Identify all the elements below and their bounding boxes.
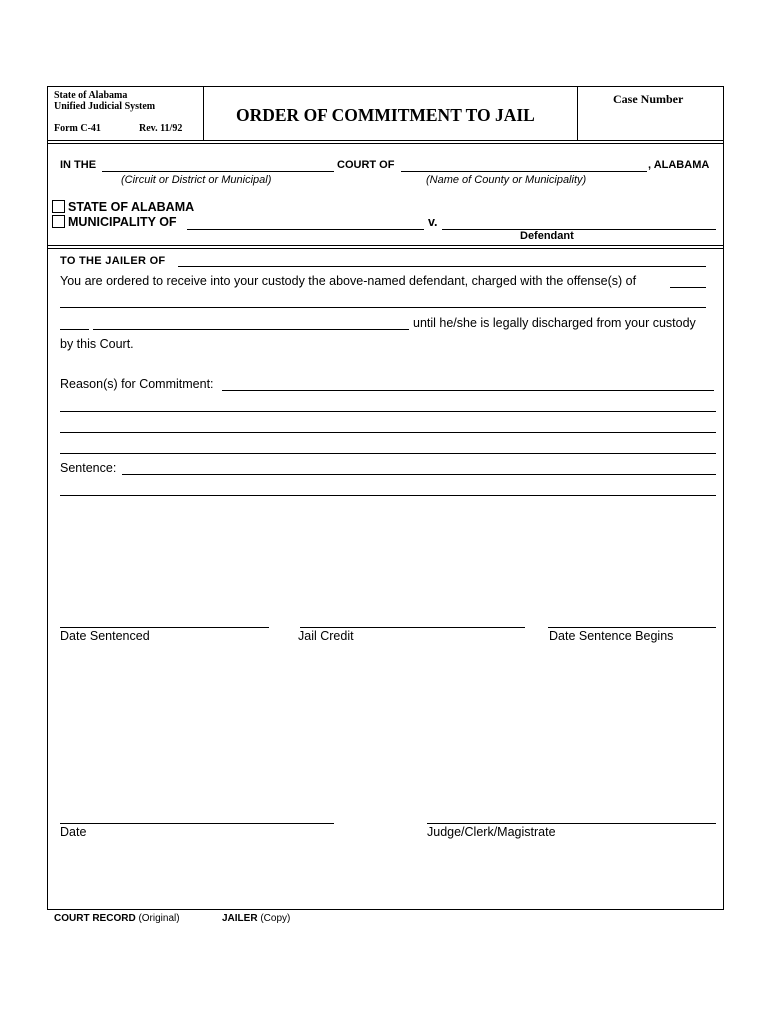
- court-record-note: [54, 913, 180, 924]
- reasons-field-2[interactable]: [60, 411, 716, 412]
- state-label: State of Alabama: [54, 90, 128, 101]
- jailer-field[interactable]: [178, 266, 706, 267]
- jailer-copy-note: [222, 913, 290, 924]
- court-type-field[interactable]: [102, 171, 334, 172]
- until-text: until he/she is legally discharged from your custody: [413, 316, 696, 330]
- jail-credit-field[interactable]: [300, 627, 525, 628]
- parties-bottom-rule: [48, 245, 723, 246]
- date-label: Date: [60, 825, 87, 839]
- parties-bottom-rule-2: [48, 248, 723, 249]
- court-record-copy: (Original): [138, 913, 180, 924]
- municipality-checkbox[interactable]: [52, 215, 65, 228]
- jailer-label: TO THE JAILER OF: [60, 255, 166, 267]
- sentence-label: Sentence:: [60, 461, 117, 475]
- reasons-field-4[interactable]: [60, 453, 716, 454]
- form-number: Form C-41: [54, 123, 101, 134]
- municipality-option-label: MUNICIPALITY OF: [68, 215, 177, 229]
- header-divider-left: [203, 87, 204, 140]
- by-court-text: by this Court.: [60, 337, 134, 351]
- reasons-label: Reason(s) for Commitment:: [60, 377, 214, 391]
- system-label: Unified Judicial System: [54, 101, 156, 112]
- judge-label: Judge/Clerk/Magistrate: [427, 825, 556, 839]
- judge-signature-field[interactable]: [427, 823, 716, 824]
- sentence-field-2[interactable]: [60, 495, 716, 496]
- jailer-copy-label: JAILER: [222, 913, 258, 924]
- jail-credit-label: Jail Credit: [298, 629, 354, 643]
- in-the-label: IN THE: [60, 159, 97, 171]
- defendant-field[interactable]: [442, 229, 716, 230]
- date-sentenced-field[interactable]: [60, 627, 269, 628]
- header-bottom-rule-2: [48, 143, 723, 144]
- court-type-hint: (Circuit or District or Municipal): [121, 174, 272, 186]
- versus-label: v.: [428, 215, 438, 229]
- date-field[interactable]: [60, 823, 334, 824]
- offense-field-3b[interactable]: [93, 329, 409, 330]
- municipality-field[interactable]: [187, 229, 424, 230]
- date-sentenced-label: Date Sentenced: [60, 629, 150, 643]
- reasons-field-3[interactable]: [60, 432, 716, 433]
- offense-field-3a[interactable]: [60, 329, 89, 330]
- state-option-label: STATE OF ALABAMA: [68, 200, 195, 214]
- case-number-label: Case Number: [613, 92, 684, 106]
- court-record-label: COURT RECORD: [54, 913, 136, 924]
- form-title: ORDER OF COMMITMENT TO JAIL: [236, 105, 535, 125]
- offense-field-2[interactable]: [60, 307, 706, 308]
- date-sentence-begins-label: Date Sentence Begins: [549, 629, 674, 643]
- header-divider-right: [577, 87, 578, 140]
- jailer-copy: (Copy): [260, 913, 291, 924]
- header-bottom-rule: [48, 140, 723, 141]
- reasons-field-1[interactable]: [222, 390, 714, 391]
- revision-label: Rev. 11/92: [139, 123, 183, 134]
- offense-field-1[interactable]: [670, 287, 706, 288]
- custody-text: You are ordered to receive into your custody the above-named defendant, charged with the offense(s) of: [60, 274, 637, 288]
- sentence-field-1[interactable]: [122, 474, 716, 475]
- county-hint: (Name of County or Municipality): [426, 174, 587, 186]
- court-of-label: COURT OF: [337, 159, 395, 171]
- alabama-label: , ALABAMA: [648, 159, 710, 171]
- county-field[interactable]: [401, 171, 647, 172]
- defendant-label: Defendant: [520, 230, 574, 242]
- date-sentence-begins-field[interactable]: [548, 627, 716, 628]
- state-checkbox[interactable]: [52, 200, 65, 213]
